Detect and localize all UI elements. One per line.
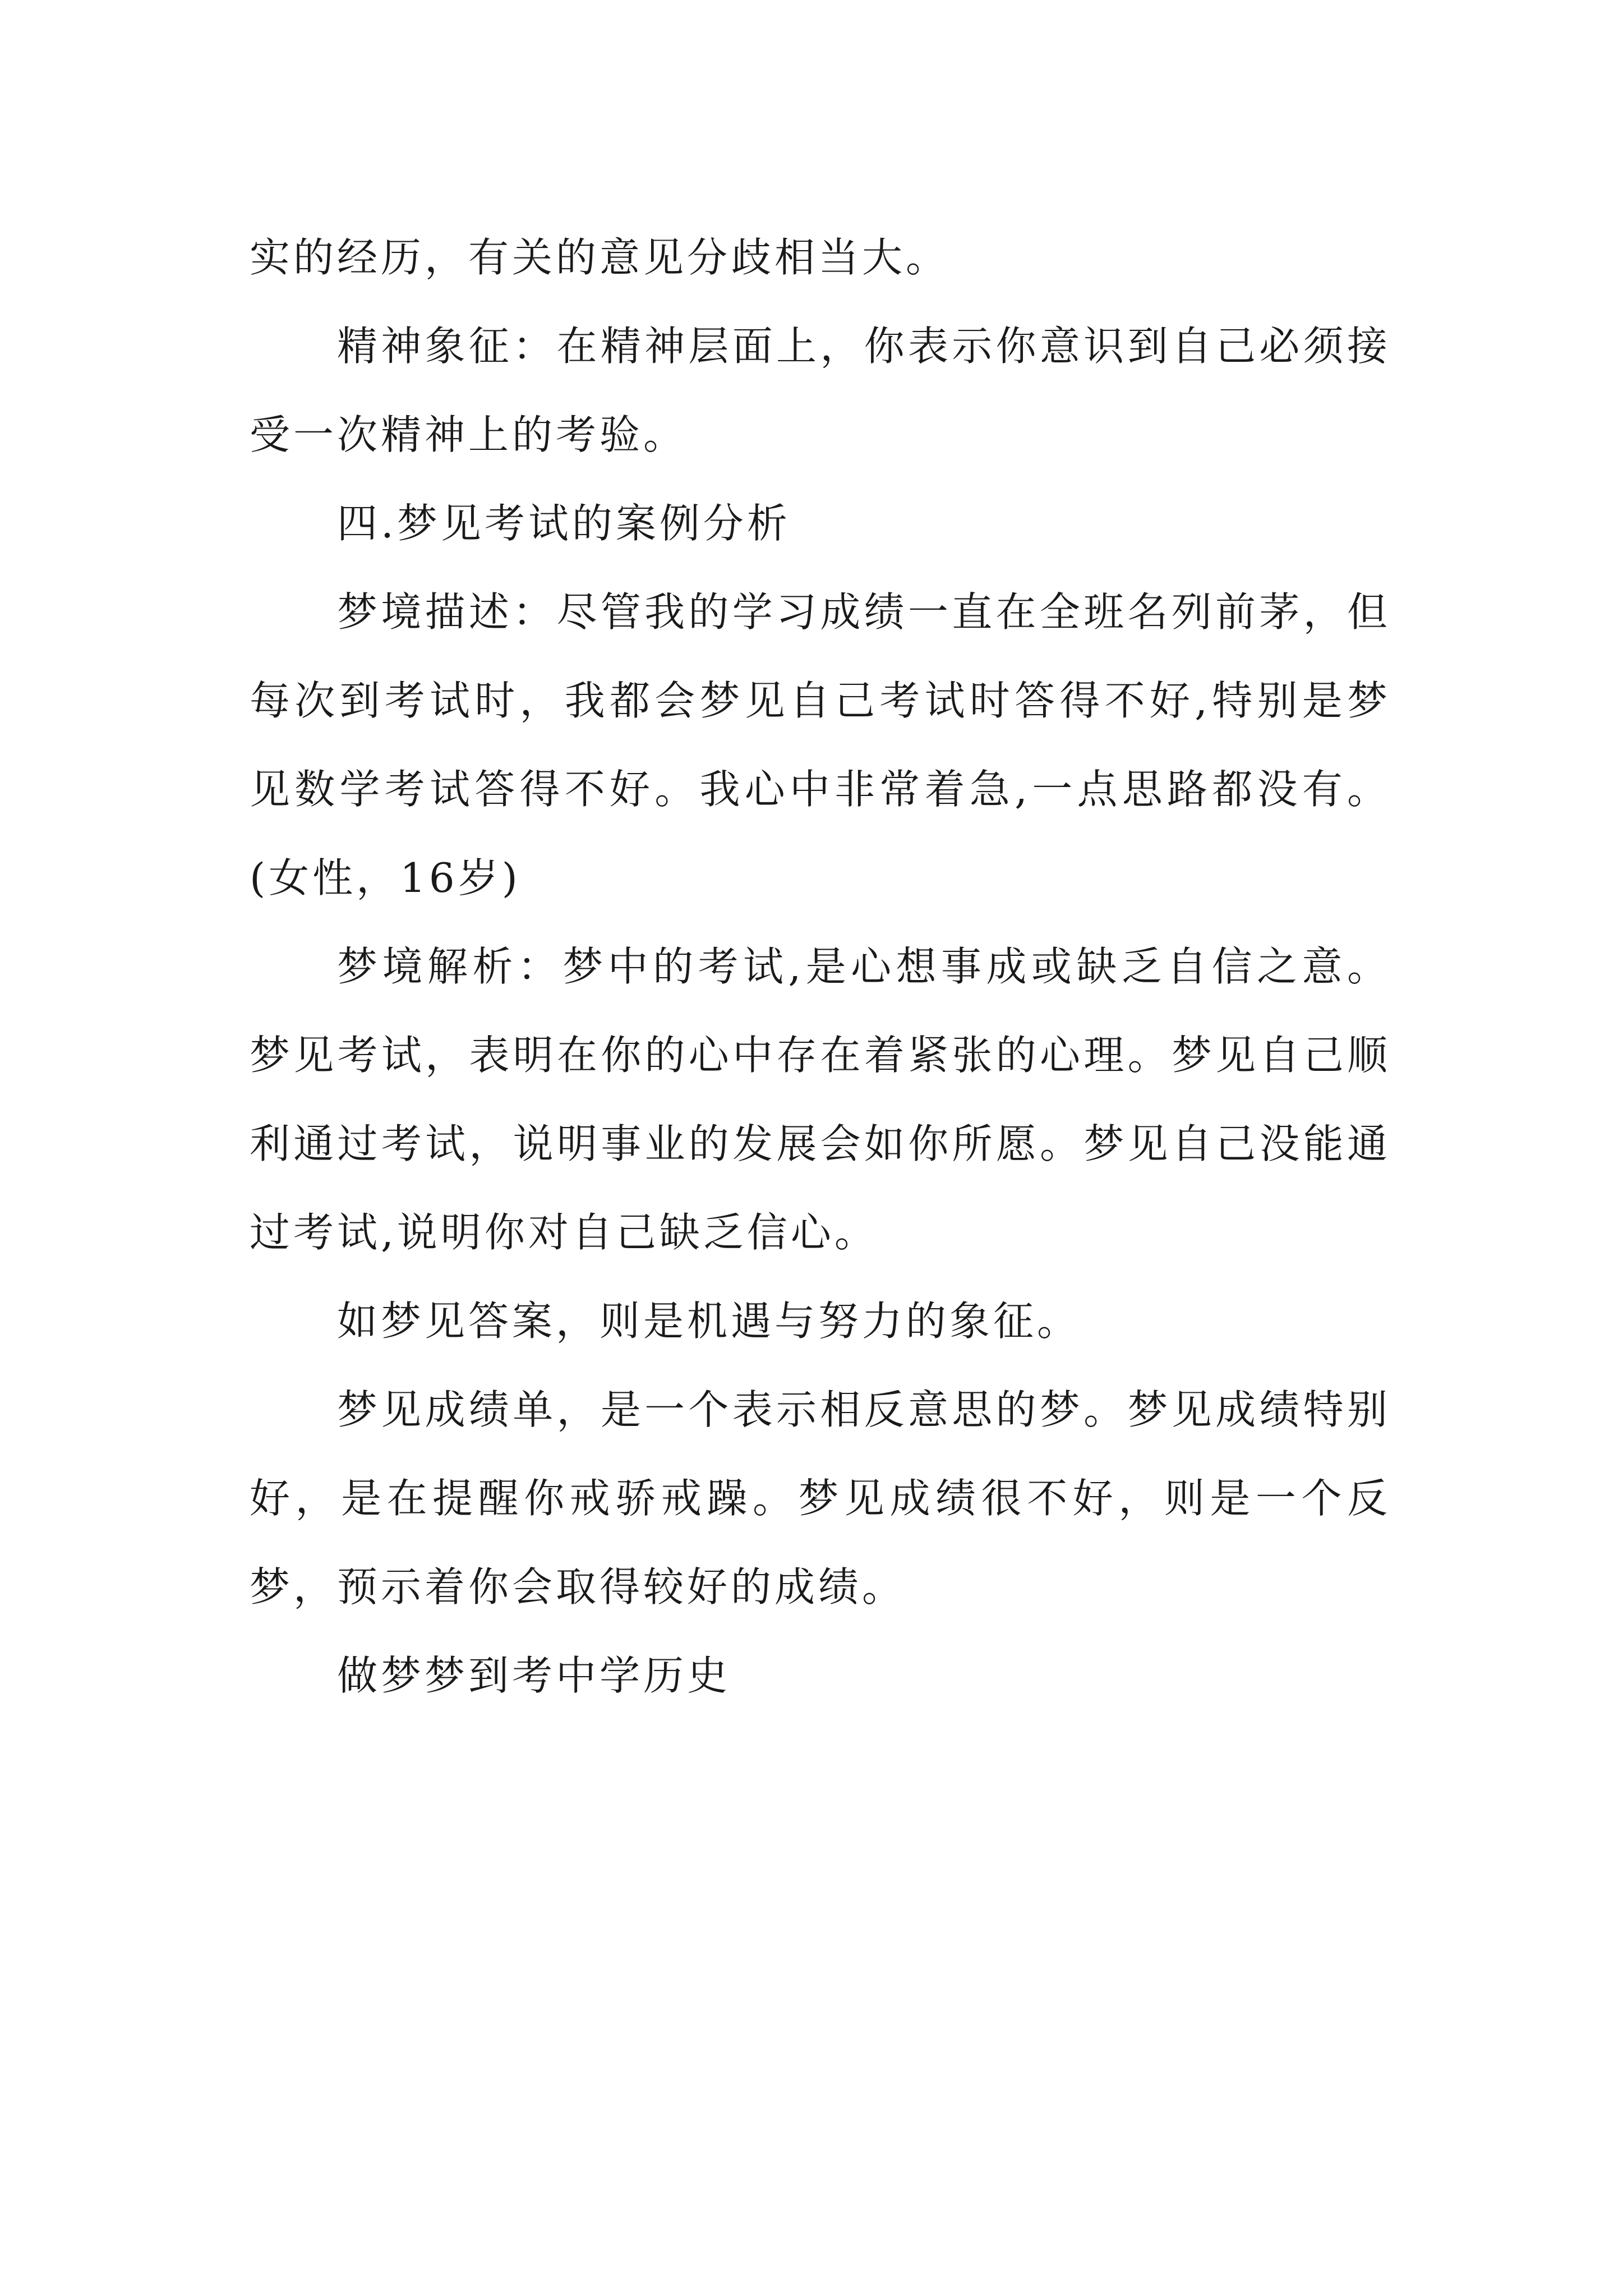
section-heading: 四.梦见考试的案例分析: [337, 500, 791, 547]
paragraph-report-card: 梦见成绩单，是一个表示相反意思的梦。梦见成绩特别好，是在提醒你戒骄戒躁。梦见成绩很不好，则是一个反梦，预示着你会取得较好的成绩。: [250, 1386, 1391, 1611]
paragraph-spiritual-symbol: 精神象征：在精神层面上，你表示你意识到自己必须接受一次精神上的考验。: [250, 323, 1391, 458]
document-body: [250, 213, 1391, 1720]
paragraph-dream-analysis: 梦境解析：梦中的考试,是心想事成或缺乏自信之意。梦见考试，表明在你的心中存在着紧张的心理。梦见自己顺利通过考试，说明事业的发展会如你所愿。梦见自己没能通过考试,说明你对自己缺乏信心。: [250, 943, 1391, 1256]
paragraph-closing-title: 做梦梦到考中学历史: [337, 1652, 731, 1699]
paragraph-continuation: 实的经历，有关的意见分歧相当大。: [250, 234, 950, 281]
paragraph-answer: 如梦见答案，则是机遇与努力的象征。: [337, 1297, 1081, 1345]
paragraph-dream-description: 梦境描述：尽管我的学习成绩一直在全班名列前茅，但每次到考试时，我都会梦见自己考试时答得不好,特别是梦见数学考试答得不好。我心中非常着急,一点思路都没有。(女性，16岁): [250, 588, 1391, 901]
